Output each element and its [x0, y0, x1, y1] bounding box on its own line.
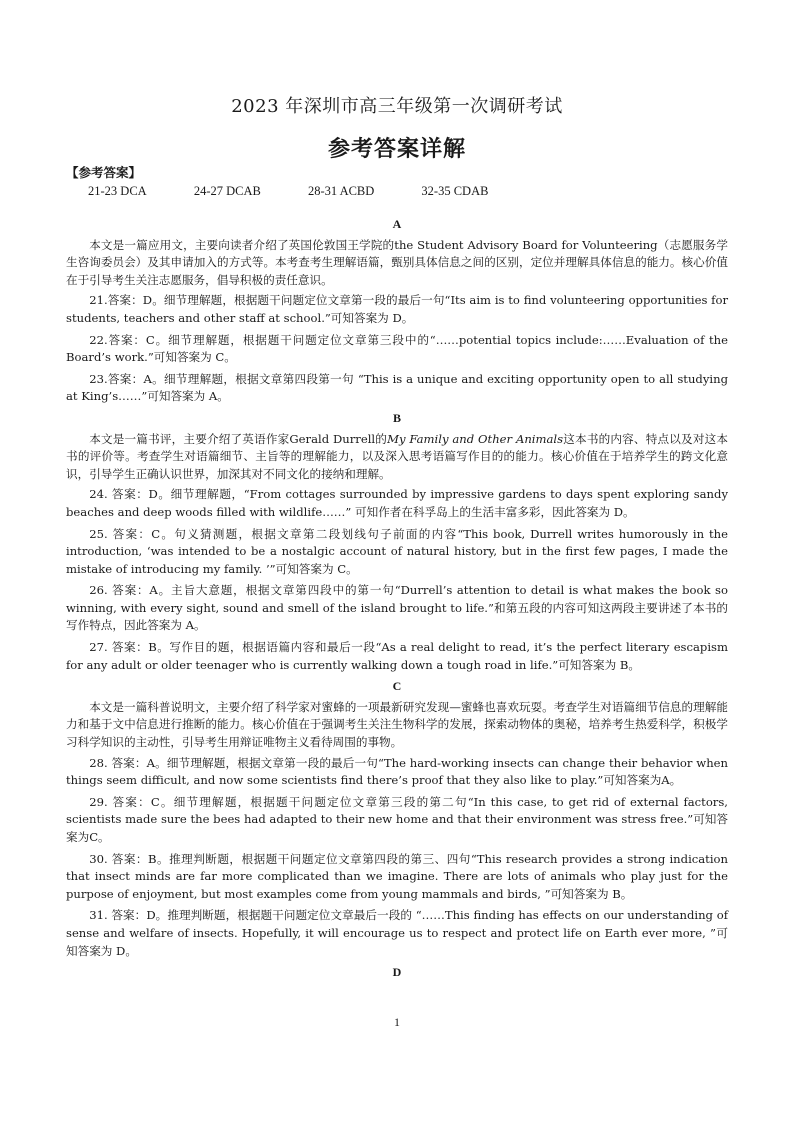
answers-label: 【参考答案】 — [66, 165, 142, 180]
section-a-heading: A — [392, 217, 402, 231]
q30-explanation: 30. 答案：B。推理判断题，根据题干问题定位文章第四段的第三、四句“This research provides a strong indication that insect minds are far more complicated than we imagine. There are lots of animals who play just for the purpose of enjoyment, but most examples come from young mammals and birds, ”可知答案为 B。 — [66, 851, 728, 901]
section-b-intro — [66, 431, 728, 484]
q25-explanation: 25. 答案：C。句义猜测题，根据文章第二段划线句子前面的内容“This book, Durrell writes humorously in the introduction, ‘was intended to be a nostalgic account of natural history, but in the first few pages, I made the mistake of introducing my family. ’”可知答案为 C。 — [66, 526, 728, 576]
q31-explanation: 31. 答案：D。推理判断题，根据题干问题定位文章最后一段的 “……This finding has effects on our understanding of sense and welfare of insects. Hopefully, it will encourage us to respect and protect life on Earth ever more, ”可知答案为 D。 — [66, 908, 728, 958]
q29-explanation: 29. 答案：C。细节理解题，根据题干问题定位文章第三段的第二句“In this case, to get rid of external factors, scientists made sure the bees had adapted to their new home and that their environment was stress free.”可知答案为C。 — [66, 794, 728, 844]
answer-group-32-35: 32-35 CDAB — [421, 184, 489, 198]
section-a-intro: 本文是一篇应用文，主要向读者介绍了英国伦敦国王学院的the Student Advisory Board for Volunteering（志愿服务学生咨询委员会）及其申请加入的方式等。本考查考生理解语篇，甄别具体信息之间的区别，定位并理解具体信息的能力。核心价值在于引导考生关注志愿服务，倡导积极的责任意识。 — [66, 237, 728, 287]
q28-explanation: 28. 答案：A。细节理解题，根据文章第一段的最后一句“The hard-working insects can change their behavior when things seem difficult, and now some scientists find there’s proof that they also like to play.”可知答案为A。 — [66, 755, 728, 788]
section-c-heading: C — [392, 679, 402, 694]
page-number: 1 — [394, 1015, 400, 1029]
section-c-intro: 本文是一篇科普说明文，主要介绍了科学家对蜜蜂的一项最新研究发现—蜜蜂也喜欢玩耍。考查学生对语篇细节信息的理解能力和基于文中信息进行推断的能力。核心价值在于强调考生关注生物科学的发展，探索动物体的奥秘，培养考生热爱科学，积极学习科学知识的主动性，引导考生用辩证唯物主义看待周围的事物。 — [66, 699, 728, 750]
section-b-intro-end: 这本书的内容、特点以及对这本书的评价等。考查学生对语篇细节、主旨等的理解能力，以及深入思考语篇写作目的的能力。核心价值在于培养学生的跨文化意识，引导学生正确认识世界，加深其对不同文化的接纳和理解。 — [66, 431, 728, 481]
explanations — [66, 216, 728, 985]
q22-explanation: 22.答案：C。细节理解题，根据题干问题定位文章第三段中的“……potential topics include:……Evaluation of the Board’s work.”可知答案为 C。 — [66, 332, 728, 365]
q27-explanation: 27. 答案：B。写作目的题，根据语篇内容和最后一段“As a real delight to read, it’s the perfect literary escapism for any adult or older teenager who is currently walking down a tough road in life.”可知答案为 B。 — [66, 640, 728, 672]
q23-explanation: 23.答案：A。细节理解题，根据文章第四段第一句 “This is a unique and exciting opportunity open to all studying at King’s……”可知答案为 A。 — [66, 371, 728, 404]
section-d-heading: D — [392, 965, 402, 980]
q24-explanation: 24. 答案：D。细节理解题，“From cottages surrounded by impressive gardens to days spent exploring sandy beaches and deep woods filled with wildlife……” 可知作者在科孚岛上的生活丰富多彩，因此答案为 D。 — [66, 487, 728, 519]
answer-group-24-27: 24-27 DCAB — [193, 184, 261, 198]
section-b-intro-start: 本文是一篇书评，主要介绍了英语作家Gerald Durrell的 — [89, 431, 388, 446]
q26-explanation: 26. 答案：A。主旨大意题，根据文章第四段中的第一句“Durrell’s attention to detail is what makes the book so winning, with every sight, sound and smell of the island brought to life.”和第五段的内容可知这两段主要讲述了本书的写作特点，因此答案为 A。 — [66, 583, 728, 633]
exam-title: 2023 年深圳市高三年级第一次调研考试 — [231, 96, 563, 117]
answer-group-28-31: 28-31 ACBD — [307, 184, 375, 198]
book-title: My Family and Other Animals — [387, 431, 564, 446]
section-b-heading: B — [392, 410, 401, 425]
answer-group-21-23: 21-23 DCA — [88, 184, 147, 198]
q21-explanation: 21.答案：D。细节理解题，根据题干问题定位文章第一段的最后一句“Its aim is to find volunteering opportunities for students, teachers and other staff at school.”可知答案为 D。 — [66, 293, 728, 325]
document-subtitle: 参考答案详解 — [327, 136, 466, 162]
answers-summary — [88, 184, 532, 199]
